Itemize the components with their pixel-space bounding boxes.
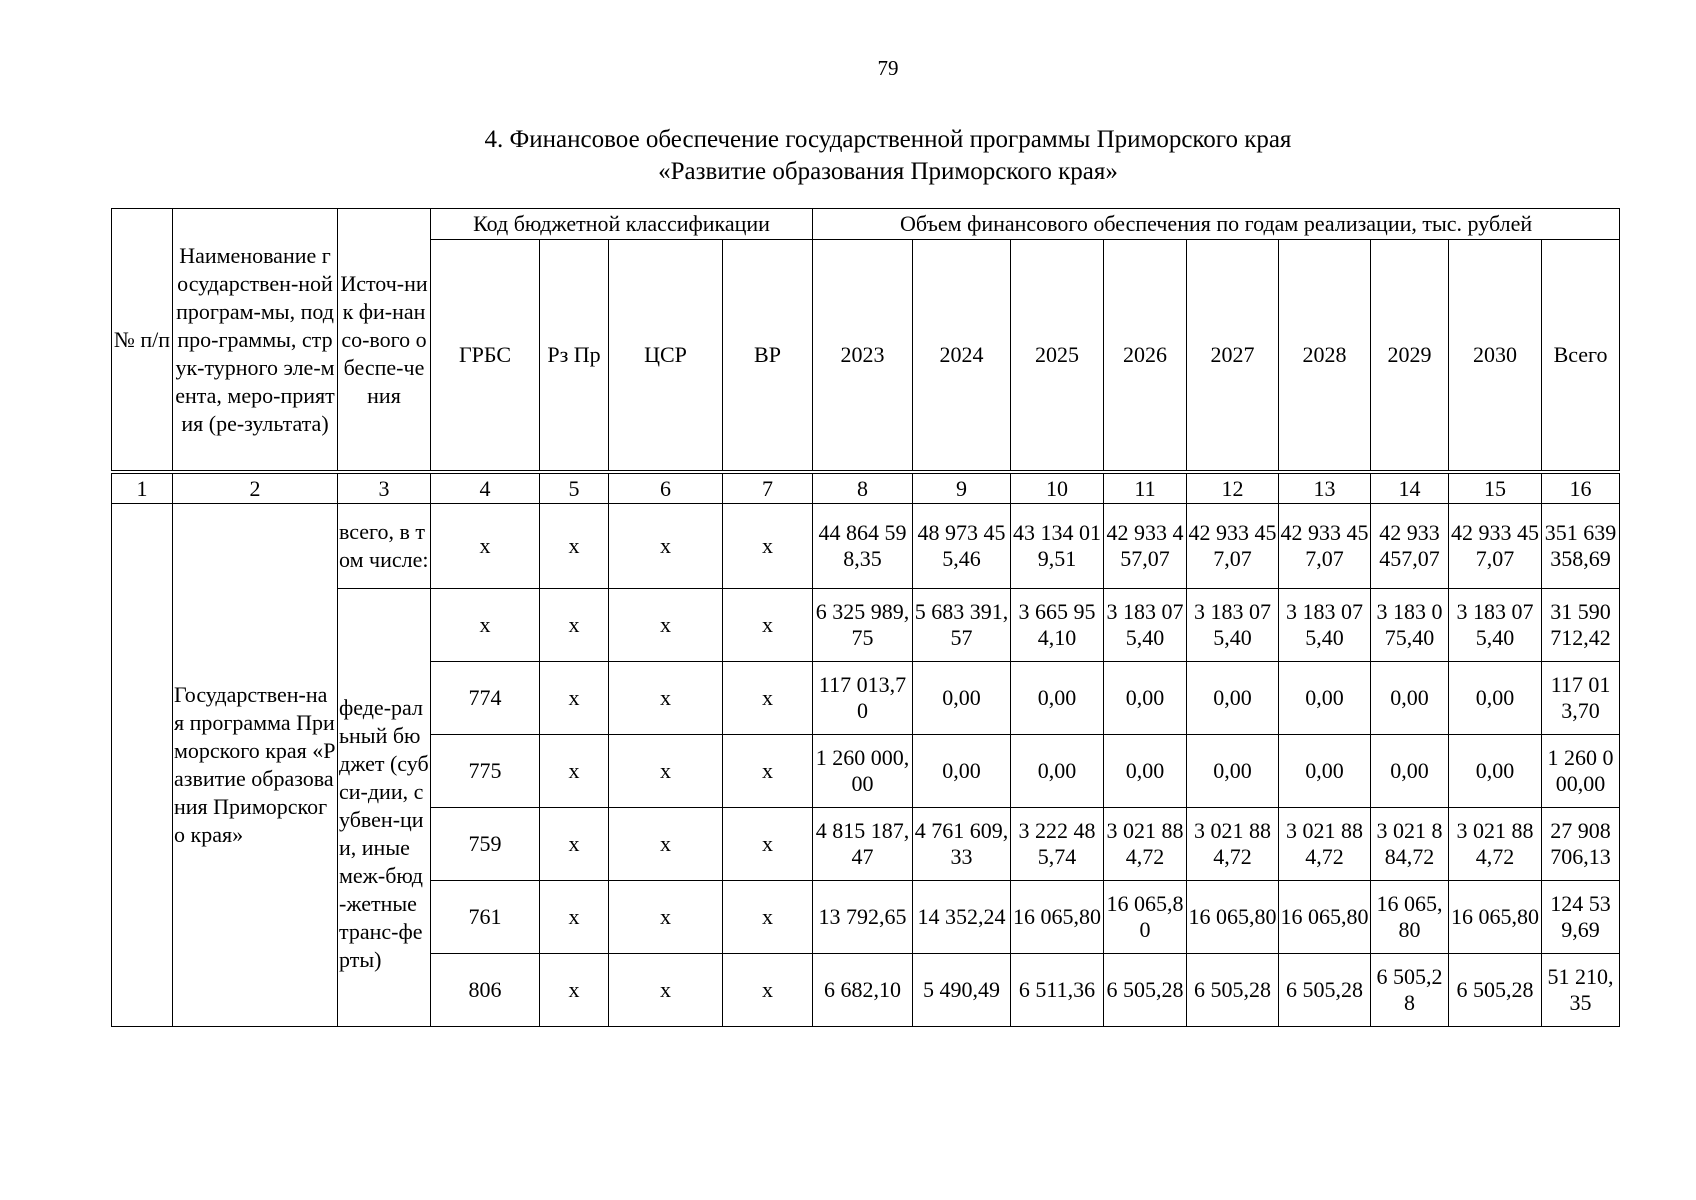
table-row [112, 589, 1620, 662]
value-cell: 4 815 187,47 [813, 808, 913, 881]
page-number: 79 [877, 56, 899, 80]
value-cell: 3 183 075,40 [1104, 589, 1187, 662]
value-cell: 3 021 884,72 [1279, 808, 1371, 881]
grbs-cell: 759 [431, 808, 540, 881]
value-cell: 0,00 [1371, 662, 1449, 735]
value-cell: 3 183 075,40 [1449, 589, 1542, 662]
csr-cell: х [609, 808, 723, 881]
value-cell: 0,00 [913, 735, 1011, 808]
value-cell: 42 933 457,07 [1371, 504, 1449, 589]
vr-cell: х [723, 504, 813, 589]
col-number: 14 [1371, 472, 1449, 504]
financing-table [111, 208, 1620, 1027]
col-number: 3 [338, 472, 431, 504]
rzpr-cell: х [540, 954, 609, 1027]
vr-cell: х [723, 589, 813, 662]
header-year: 2030 [1449, 240, 1542, 473]
rzpr-cell: х [540, 808, 609, 881]
header-year: 2027 [1187, 240, 1279, 473]
col-number: 2 [173, 472, 338, 504]
value-cell: 43 134 019,51 [1011, 504, 1104, 589]
value-cell: 6 505,28 [1279, 954, 1371, 1027]
csr-cell: х [609, 954, 723, 1027]
value-cell: 3 021 884,72 [1371, 808, 1449, 881]
program-name-cell: Государствен-ная программа Приморского края «Развитие образования Приморского края» [173, 504, 338, 1027]
header-year: 2023 [813, 240, 913, 473]
total-cell: 1 260 000,00 [1542, 735, 1620, 808]
value-cell: 6 505,28 [1449, 954, 1542, 1027]
header-year: 2026 [1104, 240, 1187, 473]
grbs-cell: 806 [431, 954, 540, 1027]
csr-cell: х [609, 735, 723, 808]
value-cell: 0,00 [1187, 662, 1279, 735]
col-number: 8 [813, 472, 913, 504]
value-cell: 6 511,36 [1011, 954, 1104, 1027]
csr-cell: х [609, 589, 723, 662]
title-line-1: 4. Финансовое обеспечение государственной программы Приморского края [484, 126, 1292, 153]
col-number: 1 [112, 472, 173, 504]
value-cell: 0,00 [1011, 735, 1104, 808]
csr-cell: х [609, 881, 723, 954]
value-cell: 44 864 598,35 [813, 504, 913, 589]
value-cell: 3 183 075,40 [1187, 589, 1279, 662]
vr-cell: х [723, 735, 813, 808]
value-cell: 6 682,10 [813, 954, 913, 1027]
value-cell: 42 933 457,07 [1279, 504, 1371, 589]
value-cell: 3 021 884,72 [1449, 808, 1542, 881]
value-cell: 16 065,80 [1449, 881, 1542, 954]
table-row [112, 504, 1620, 589]
value-cell: 0,00 [1279, 735, 1371, 808]
value-cell: 0,00 [1011, 662, 1104, 735]
col-number: 12 [1187, 472, 1279, 504]
value-cell: 3 665 954,10 [1011, 589, 1104, 662]
total-cell: 27 908 706,13 [1542, 808, 1620, 881]
header-num: № п/п [112, 209, 173, 473]
value-cell: 0,00 [1371, 735, 1449, 808]
col-number: 4 [431, 472, 540, 504]
vr-cell: х [723, 954, 813, 1027]
value-cell: 6 505,28 [1104, 954, 1187, 1027]
col-number: 7 [723, 472, 813, 504]
header-budget-code: Код бюджетной классификации [431, 209, 813, 240]
value-cell: 13 792,65 [813, 881, 913, 954]
value-cell: 42 933 457,07 [1449, 504, 1542, 589]
grbs-cell: х [431, 589, 540, 662]
vr-cell: х [723, 662, 813, 735]
value-cell: 0,00 [1279, 662, 1371, 735]
value-cell: 6 325 989,75 [813, 589, 913, 662]
total-cell: 124 539,69 [1542, 881, 1620, 954]
rzpr-cell: х [540, 662, 609, 735]
col-number: 9 [913, 472, 1011, 504]
grbs-cell: 761 [431, 881, 540, 954]
col-number: 15 [1449, 472, 1542, 504]
value-cell: 16 065,80 [1187, 881, 1279, 954]
value-cell: 0,00 [1187, 735, 1279, 808]
value-cell: 6 505,28 [1371, 954, 1449, 1027]
csr-cell: х [609, 504, 723, 589]
source-federal-cell: феде-ральный бюджет (субси-дии, субвен-ции, иные меж-бюд-жетные транс-ферты) [338, 589, 431, 1027]
header-volume: Объем финансового обеспечения по годам реализации, тыс. рублей [813, 209, 1620, 240]
header-year: 2028 [1279, 240, 1371, 473]
value-cell: 0,00 [1104, 735, 1187, 808]
header-name: Наименование государствен-ной програм-мы, подпро-граммы, струк-турного эле-мента, меро-приятия (ре-зультата) [173, 209, 338, 473]
value-cell: 1 260 000,00 [813, 735, 913, 808]
total-cell: 31 590 712,42 [1542, 589, 1620, 662]
value-cell: 0,00 [913, 662, 1011, 735]
total-cell: 51 210,35 [1542, 954, 1620, 1027]
header-year: 2029 [1371, 240, 1449, 473]
header-rzpr: Рз Пр [540, 240, 609, 473]
value-cell: 3 183 075,40 [1279, 589, 1371, 662]
rzpr-cell: х [540, 504, 609, 589]
rzpr-cell: х [540, 881, 609, 954]
value-cell: 42 933 457,07 [1104, 504, 1187, 589]
value-cell: 6 505,28 [1187, 954, 1279, 1027]
value-cell: 16 065,80 [1279, 881, 1371, 954]
rzpr-cell: х [540, 589, 609, 662]
col-number: 10 [1011, 472, 1104, 504]
col-number: 6 [609, 472, 723, 504]
grbs-cell: 775 [431, 735, 540, 808]
header-grbs: ГРБС [431, 240, 540, 473]
value-cell: 0,00 [1449, 662, 1542, 735]
vr-cell: х [723, 808, 813, 881]
value-cell: 42 933 457,07 [1187, 504, 1279, 589]
value-cell: 117 013,70 [813, 662, 913, 735]
total-cell: 117 013,70 [1542, 662, 1620, 735]
value-cell: 16 065,80 [1104, 881, 1187, 954]
header-source: Источ-ник фи-нансо-вого обеспе-чения [338, 209, 431, 473]
total-cell: 351 639 358,69 [1542, 504, 1620, 589]
grbs-cell: х [431, 504, 540, 589]
col-number: 16 [1542, 472, 1620, 504]
value-cell: 14 352,24 [913, 881, 1011, 954]
value-cell: 0,00 [1104, 662, 1187, 735]
column-numbers-row [112, 472, 1620, 504]
value-cell: 4 761 609,33 [913, 808, 1011, 881]
header-csr: ЦСР [609, 240, 723, 473]
rzpr-cell: х [540, 735, 609, 808]
vr-cell: х [723, 881, 813, 954]
value-cell: 3 183 075,40 [1371, 589, 1449, 662]
header-year: 2025 [1011, 240, 1104, 473]
value-cell: 48 973 455,46 [913, 504, 1011, 589]
value-cell: 3 021 884,72 [1104, 808, 1187, 881]
value-cell: 5 683 391,57 [913, 589, 1011, 662]
document-title [120, 124, 1656, 188]
col-number: 5 [540, 472, 609, 504]
col-number: 13 [1279, 472, 1371, 504]
value-cell: 3 021 884,72 [1187, 808, 1279, 881]
value-cell: 0,00 [1449, 735, 1542, 808]
grbs-cell: 774 [431, 662, 540, 735]
header-vr: ВР [723, 240, 813, 473]
col-number: 11 [1104, 472, 1187, 504]
header-total: Всего [1542, 240, 1620, 473]
csr-cell: х [609, 662, 723, 735]
value-cell: 16 065,80 [1011, 881, 1104, 954]
header-year: 2024 [913, 240, 1011, 473]
header-row-1 [112, 209, 1620, 240]
source-total-cell: всего, в том числе: [338, 504, 431, 589]
title-line-2: «Развитие образования Приморского края» [658, 158, 1118, 185]
row-number-cell [112, 504, 173, 1027]
value-cell: 5 490,49 [913, 954, 1011, 1027]
value-cell: 3 222 485,74 [1011, 808, 1104, 881]
value-cell: 16 065,80 [1371, 881, 1449, 954]
